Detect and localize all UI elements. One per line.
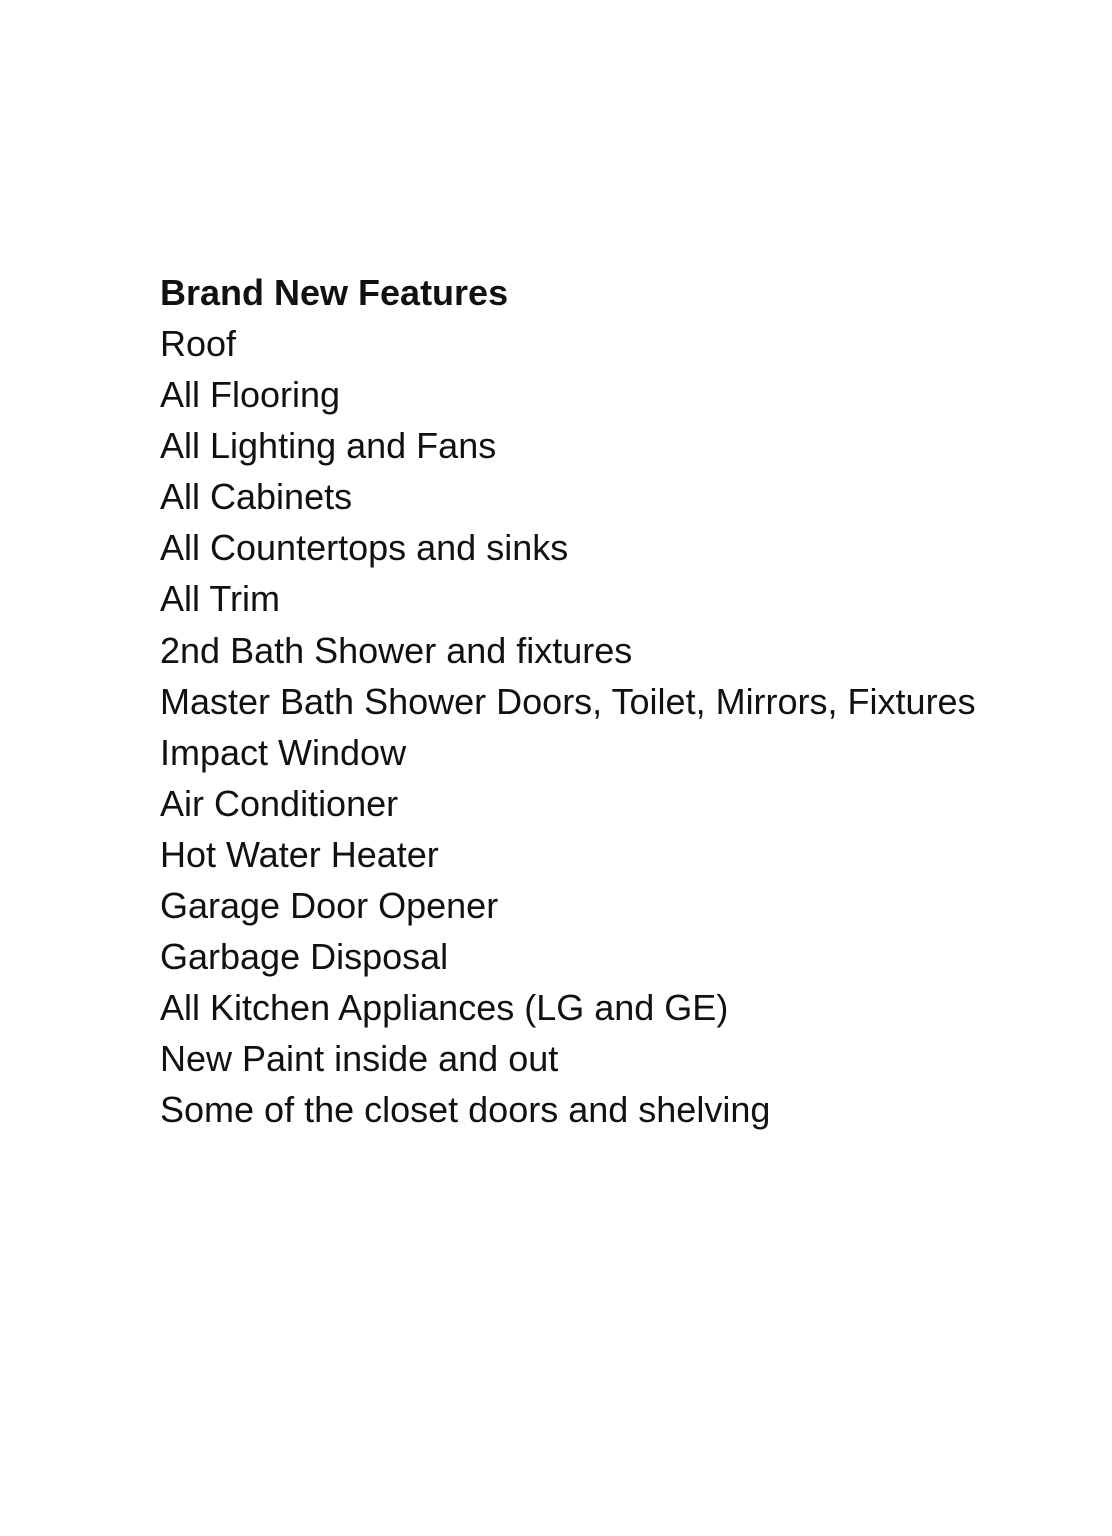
list-item: All Kitchen Appliances (LG and GE): [160, 987, 729, 1029]
list-item: Master Bath Shower Doors, Toilet, Mirrors, Fixtures: [160, 680, 976, 722]
list-item: Some of the closet doors and shelving: [160, 1089, 771, 1131]
document-body: [160, 267, 1090, 1136]
list-item: Garage Door Opener: [160, 885, 499, 927]
list-item: All Lighting and Fans: [160, 425, 497, 467]
list-item: New Paint inside and out: [160, 1038, 559, 1080]
list-item: Impact Window: [160, 731, 407, 773]
list-item: All Countertops and sinks: [160, 527, 569, 569]
list-item: All Flooring: [160, 374, 341, 416]
list-item: All Cabinets: [160, 476, 353, 518]
list-item: Garbage Disposal: [160, 936, 449, 978]
list-item: Roof: [160, 323, 237, 364]
list-item: All Trim: [160, 578, 280, 620]
list-item: Air Conditioner: [160, 782, 399, 824]
feature-list: [160, 318, 1090, 1136]
document-title: Brand New Features: [160, 272, 509, 313]
list-item: Hot Water Heater: [160, 833, 439, 875]
list-item: 2nd Bath Shower and fixtures: [160, 629, 633, 671]
